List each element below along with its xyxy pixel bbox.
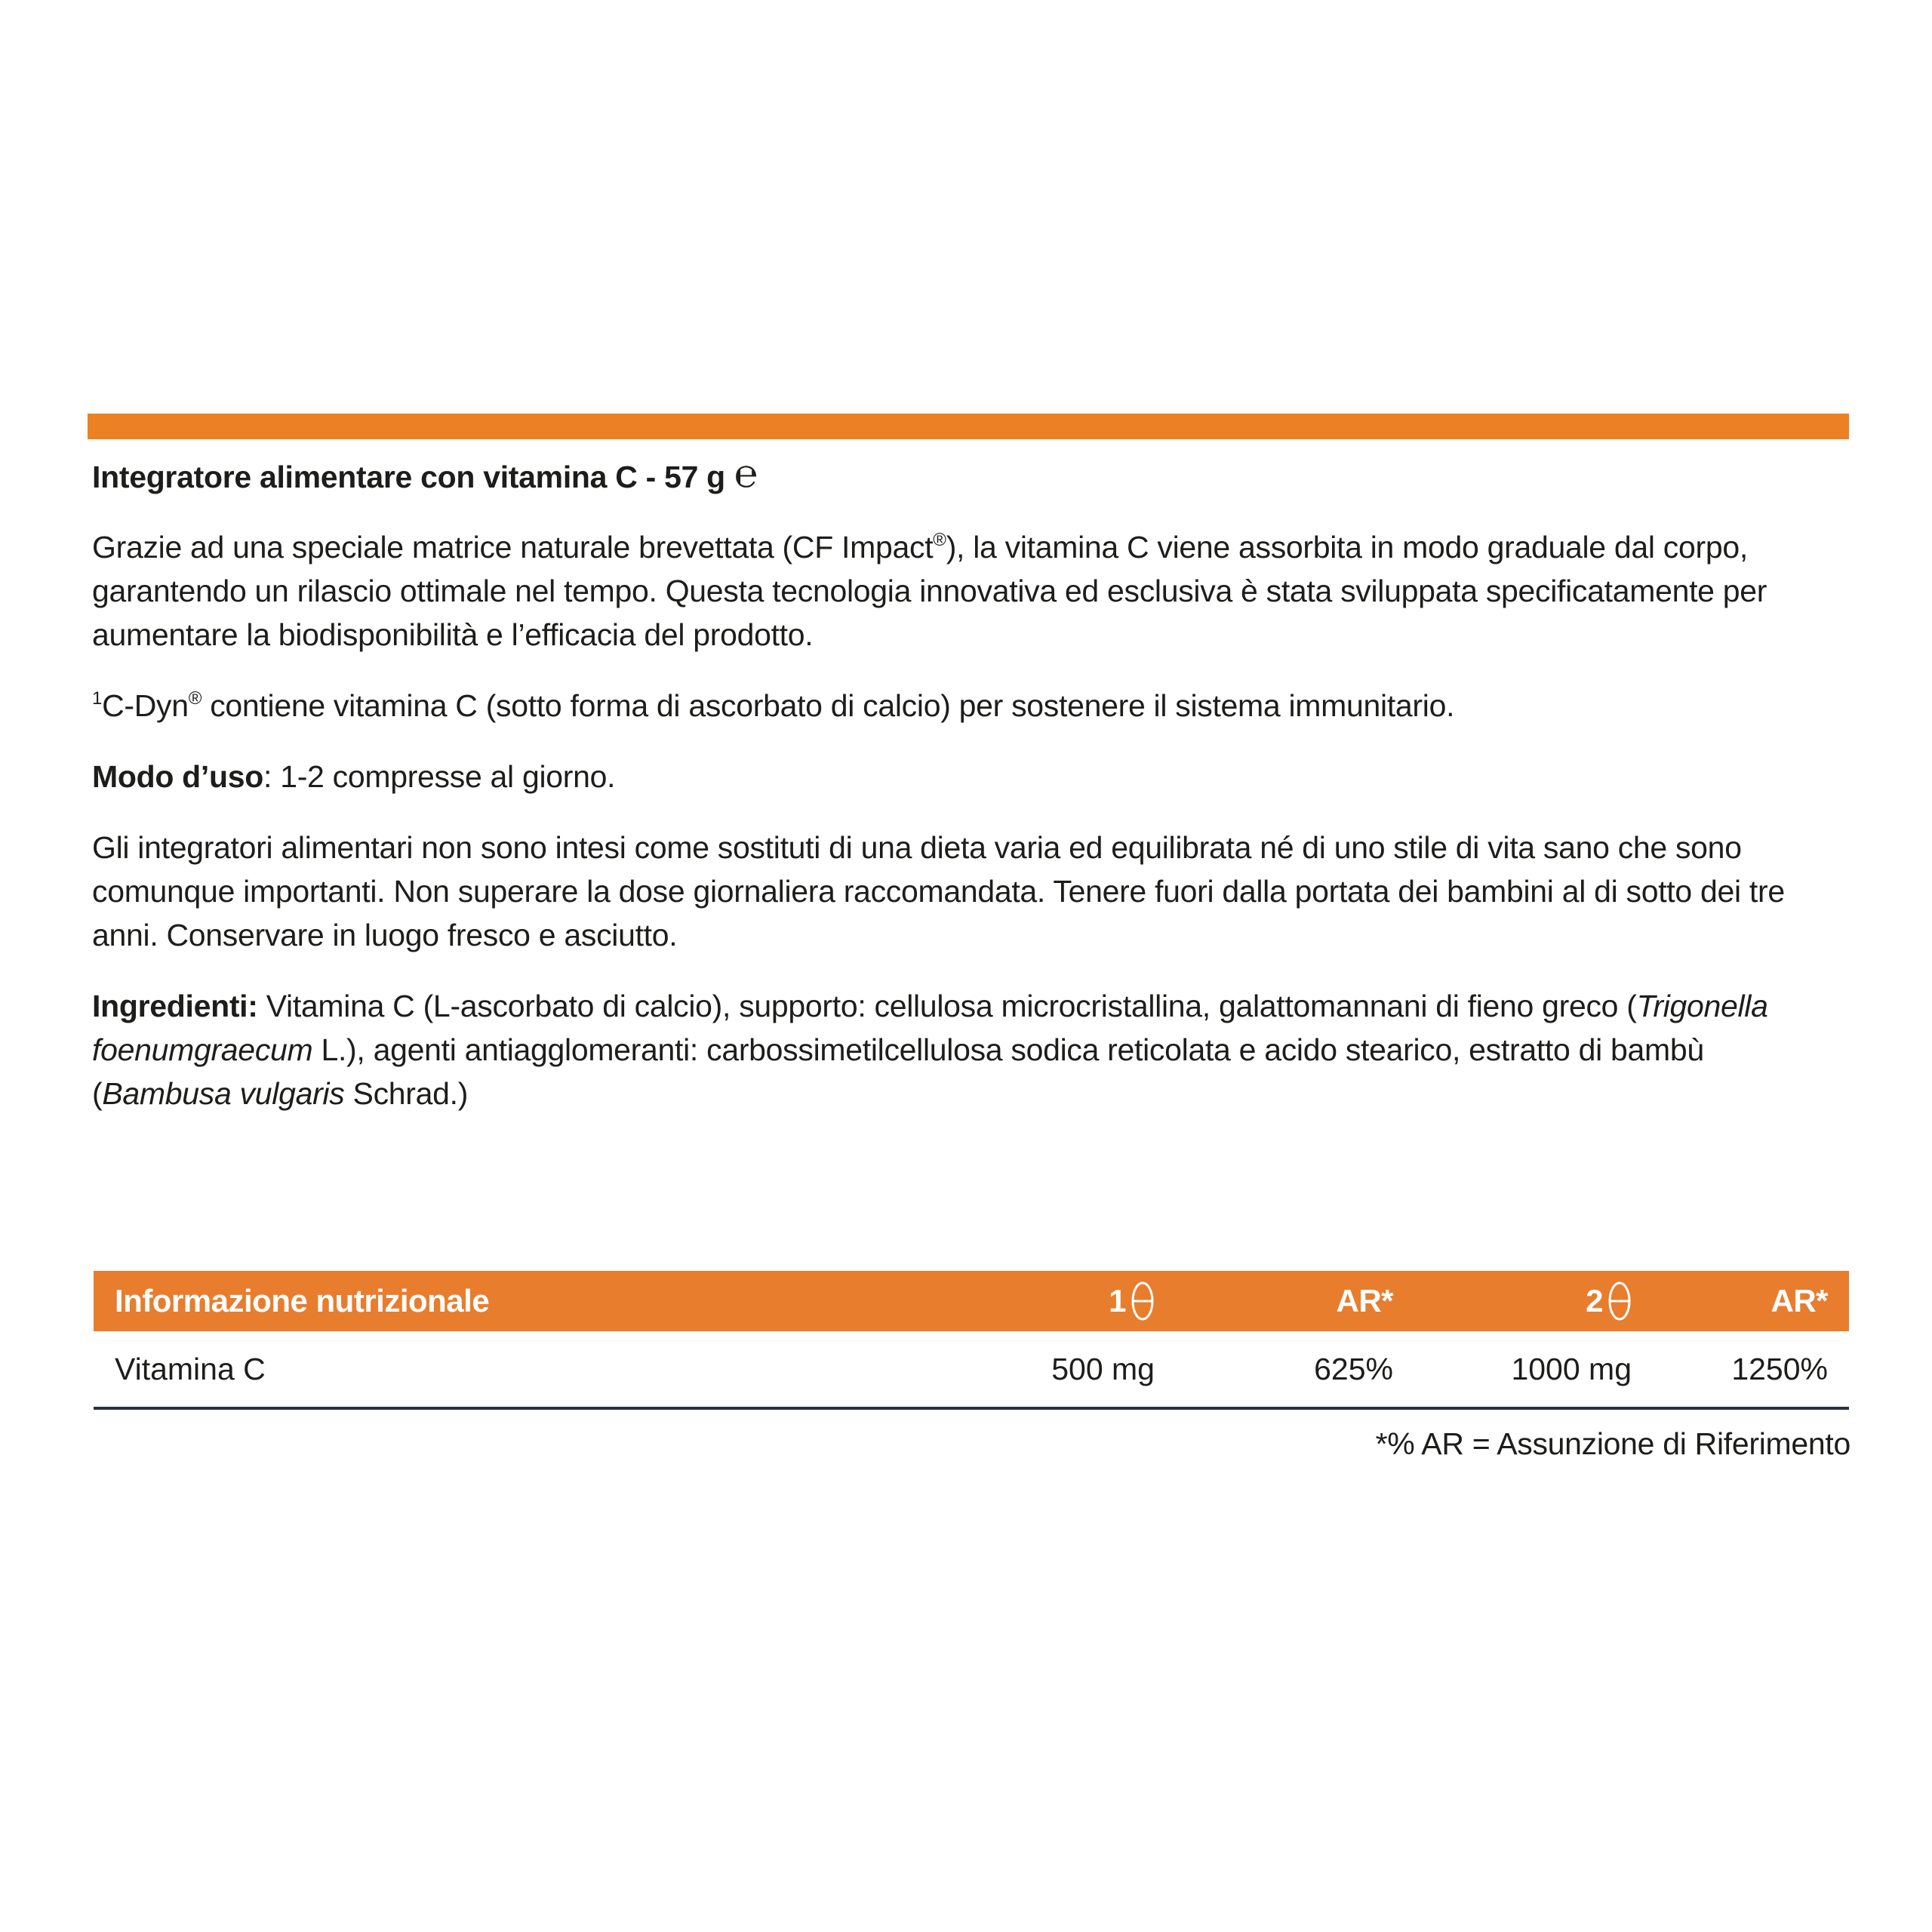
nutrient-amount-2: 1000 mg	[1511, 1352, 1632, 1386]
header-dose-1: 1	[1109, 1271, 1155, 1331]
latin-name: Bambusa vulgaris	[102, 1076, 345, 1111]
product-title-text: Integratore alimentare con vitamina C - 57 g	[92, 460, 725, 494]
nutrient-ar-2: 1250%	[1731, 1352, 1828, 1386]
header-ar-1: AR*	[1336, 1283, 1393, 1318]
nutrient-amount-1: 500 mg	[1051, 1352, 1155, 1386]
usage-paragraph	[92, 755, 1850, 798]
header-accent-bar	[88, 414, 1849, 439]
tablet-icon	[1131, 1281, 1155, 1321]
nutrient-name: Vitamina C	[115, 1352, 266, 1386]
nutrition-table-header	[94, 1271, 1849, 1331]
claim-paragraph: $^1$C-Dyn® contiene vitamina C (sotto forma di ascorbato di calcio) per sostenere il sistema immunitario.	[92, 688, 1455, 723]
latin-name: Trigonella foenumgraecum	[92, 989, 1768, 1067]
description-paragraph: Grazie ad una speciale matrice naturale brevettata (CF Impact®), la vitamina C viene assorbita in modo graduale dal corpo, garantendo un rilascio ottimale nel tempo. Questa tecnologia innovativa ed esclusiva è stata sviluppata specificatamente per aumentare la biodisponibilità e l’efficacia del prodotto.	[92, 530, 1767, 652]
nutrition-table-title: Informazione nutrizionale	[115, 1283, 490, 1318]
registered-mark: ®	[933, 530, 946, 550]
warnings-paragraph: Gli integratori alimentari non sono intesi come sostituti di una dieta varia ed equilibrata né di uno stile di vita sano che sono comunque importanti. Non superare la dose giornaliera raccomandata. Tenere fuori dalla portata dei bambini al di sotto dei tre anni. Conservare in luogo fresco e asciutto.	[92, 830, 1785, 952]
tablet-icon	[1607, 1281, 1632, 1321]
ingredients-label: Ingredienti:	[92, 989, 258, 1023]
header-dose-2: 2	[1586, 1271, 1632, 1331]
product-title	[92, 451, 1850, 499]
nutrition-table	[94, 1271, 1849, 1410]
nutrient-ar-1: 625%	[1314, 1352, 1393, 1386]
usage-label: Modo d’uso	[92, 759, 264, 794]
ingredients-paragraph: Ingredienti: Vitamina C (L-ascorbato di calcio), supporto: cellulosa microcristallina, galattomannani di fieno greco (Trigonella foenumgraecum L.), agenti antiagglomeranti: carbossimetilcellulosa sodica reticolata e acido stearico, estratto di bambù (Bambusa vulgaris Schrad.)	[92, 989, 1768, 1111]
product-description	[92, 451, 1850, 1143]
ar-footnote: *% AR = Assunzione di Riferimento	[1375, 1426, 1850, 1461]
usage-text: : 1-2 compresse al giorno.	[263, 759, 616, 794]
estimated-sign-icon: ℮	[734, 451, 758, 497]
header-ar-2: AR*	[1770, 1283, 1828, 1318]
footnote-marker: 1	[92, 688, 103, 709]
table-row	[94, 1331, 1849, 1410]
registered-mark: ®	[188, 688, 202, 709]
